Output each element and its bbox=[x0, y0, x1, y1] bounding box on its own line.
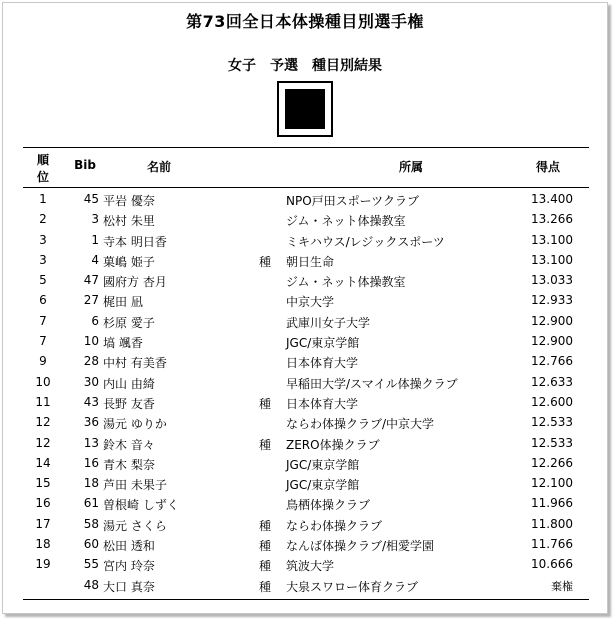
cell-score: 12.100 bbox=[531, 476, 573, 491]
cell-club: ZERO体操クラブ bbox=[286, 437, 380, 452]
cell-club: NPO戸田スポーツクラブ bbox=[286, 194, 420, 208]
cell-bib: 30 bbox=[83, 374, 99, 389]
table-row bbox=[23, 372, 589, 392]
cell-club: 武庫川女子大学 bbox=[286, 315, 371, 330]
cell-bib: 61 bbox=[83, 496, 99, 511]
header-score: 得点 bbox=[535, 160, 560, 174]
cell-club: 鳥栖体操クラブ bbox=[286, 498, 371, 513]
cell-seed-mark: 種 bbox=[259, 539, 272, 554]
cell-bib: 10 bbox=[83, 334, 99, 349]
page-title: 第73回全日本体操種目別選手権 bbox=[186, 12, 424, 31]
page-subtitle: 女子 予選 種目別結果 bbox=[228, 58, 382, 74]
cell-club: 日本体育大学 bbox=[286, 396, 359, 411]
apparatus-icon bbox=[277, 81, 333, 137]
cell-club: ならわ体操クラブ bbox=[286, 518, 383, 533]
cell-bib: 6 bbox=[91, 313, 99, 328]
cell-bib: 36 bbox=[83, 415, 99, 430]
cell-rank: 6 bbox=[39, 293, 47, 308]
cell-rank: 9 bbox=[39, 354, 47, 369]
table-row bbox=[23, 250, 589, 270]
cell-bib: 45 bbox=[83, 192, 99, 206]
cell-rank: 1 bbox=[39, 192, 47, 206]
cell-bib: 60 bbox=[83, 537, 99, 552]
cell-seed-mark: 種 bbox=[259, 579, 272, 594]
cell-bib: 16 bbox=[83, 455, 99, 470]
table-row bbox=[23, 453, 589, 473]
table-row bbox=[23, 514, 589, 534]
cell-name: 杉原 愛子 bbox=[103, 315, 155, 330]
table-row bbox=[23, 209, 589, 229]
cell-score: 13.400 bbox=[531, 192, 573, 206]
cell-club: JGC/東京学館 bbox=[286, 478, 360, 493]
header-rank: 順 位 bbox=[36, 153, 49, 184]
cell-bib: 3 bbox=[91, 212, 99, 227]
cell-score: 11.800 bbox=[531, 516, 573, 531]
table-body bbox=[23, 189, 589, 595]
cell-club: 筑波大学 bbox=[286, 559, 335, 574]
cell-bib: 13 bbox=[83, 435, 99, 450]
cell-club: JGC/東京学館 bbox=[286, 336, 360, 351]
cell-name: 湯元 さくら bbox=[103, 518, 167, 533]
cell-score: 13.266 bbox=[531, 212, 573, 227]
cell-score: 12.933 bbox=[531, 293, 573, 308]
cell-name: 平岩 優奈 bbox=[103, 194, 155, 208]
header-name: 名前 bbox=[147, 160, 172, 174]
cell-bib: 58 bbox=[83, 516, 99, 531]
cell-name: 菓嶋 姫子 bbox=[103, 254, 155, 269]
cell-seed-mark: 種 bbox=[259, 254, 272, 269]
cell-name: 芦田 未果子 bbox=[103, 478, 167, 493]
cell-score: 13.100 bbox=[531, 252, 573, 267]
table-row bbox=[23, 230, 589, 250]
cell-name: 國府方 杏月 bbox=[103, 275, 167, 290]
cell-club: 中京大学 bbox=[286, 295, 335, 310]
results-sheet bbox=[2, 2, 608, 614]
cell-bib: 43 bbox=[83, 394, 99, 409]
cell-club: なんば体操クラブ/相愛学園 bbox=[286, 539, 435, 554]
table-row bbox=[23, 575, 589, 595]
cell-rank: 11 bbox=[35, 394, 51, 409]
table-row bbox=[23, 189, 589, 209]
cell-score: 12.533 bbox=[531, 415, 573, 430]
cell-bib: 48 bbox=[83, 577, 99, 592]
table-row bbox=[23, 351, 589, 371]
header-bib: Bib bbox=[74, 158, 96, 172]
cell-rank: 12 bbox=[35, 415, 51, 430]
cell-rank: 16 bbox=[35, 496, 51, 511]
cell-club: ミキハウス/レジックスポーツ bbox=[286, 234, 445, 249]
cell-club: 日本体育大学 bbox=[286, 356, 359, 371]
cell-rank: 17 bbox=[35, 516, 51, 531]
cell-name: 大口 真奈 bbox=[103, 579, 155, 594]
cell-club: ならわ体操クラブ/中京大学 bbox=[286, 417, 435, 432]
cell-bib: 28 bbox=[83, 354, 99, 369]
cell-rank: 10 bbox=[35, 374, 51, 389]
results-table bbox=[23, 147, 589, 600]
cell-name: 長野 友香 bbox=[103, 396, 155, 411]
cell-score: 12.533 bbox=[531, 435, 573, 450]
cell-score: 棄権 bbox=[551, 579, 573, 593]
table-row bbox=[23, 534, 589, 554]
cell-rank: 3 bbox=[39, 252, 47, 267]
cell-name: 湯元 ゆりか bbox=[103, 417, 167, 432]
cell-name: 内山 由綺 bbox=[103, 376, 155, 391]
cell-club: 大泉スワロー体育クラブ bbox=[286, 579, 419, 594]
cell-score: 12.600 bbox=[531, 394, 573, 409]
cell-bib: 18 bbox=[83, 476, 99, 491]
cell-score: 10.666 bbox=[531, 557, 573, 572]
cell-seed-mark: 種 bbox=[259, 396, 272, 411]
cell-rank: 3 bbox=[39, 232, 47, 247]
cell-club: ジム・ネット体操教室 bbox=[286, 275, 406, 290]
cell-seed-mark: 種 bbox=[259, 559, 272, 574]
table-row bbox=[23, 433, 589, 453]
cell-score: 13.033 bbox=[531, 273, 573, 288]
cell-name: 松田 透和 bbox=[103, 539, 155, 554]
cell-name: 寺本 明日香 bbox=[103, 234, 167, 249]
cell-bib: 4 bbox=[91, 252, 99, 267]
cell-name: 青木 梨奈 bbox=[103, 457, 155, 472]
cell-score: 12.633 bbox=[531, 374, 573, 389]
cell-score: 12.900 bbox=[531, 334, 573, 349]
cell-bib: 27 bbox=[83, 293, 99, 308]
apparatus-icon-fill bbox=[285, 89, 325, 129]
cell-club: JGC/東京学館 bbox=[286, 457, 360, 472]
cell-name: 曽根崎 しずく bbox=[103, 498, 179, 513]
cell-seed-mark: 種 bbox=[259, 437, 272, 452]
table-row bbox=[23, 311, 589, 331]
cell-name: 鈴木 音々 bbox=[103, 437, 155, 452]
cell-score: 13.100 bbox=[531, 232, 573, 247]
cell-rank: 19 bbox=[35, 557, 51, 572]
table-row bbox=[23, 270, 589, 290]
cell-club: 早稲田大学/スマイル体操クラブ bbox=[286, 376, 458, 391]
cell-seed-mark: 種 bbox=[259, 518, 272, 533]
cell-name: 塙 颯香 bbox=[103, 336, 143, 351]
cell-score: 12.766 bbox=[531, 354, 573, 369]
cell-score: 12.900 bbox=[531, 313, 573, 328]
cell-bib: 55 bbox=[83, 557, 99, 572]
cell-name: 梶田 凪 bbox=[103, 295, 143, 310]
cell-rank: 15 bbox=[35, 476, 51, 491]
cell-club: 朝日生命 bbox=[286, 254, 335, 269]
cell-score: 11.766 bbox=[531, 537, 573, 552]
cell-rank: 7 bbox=[39, 334, 47, 349]
header-club: 所属 bbox=[399, 160, 424, 174]
cell-bib: 47 bbox=[83, 273, 99, 288]
cell-club: ジム・ネット体操教室 bbox=[286, 214, 406, 229]
cell-rank: 7 bbox=[39, 313, 47, 328]
table-row bbox=[23, 554, 589, 574]
cell-score: 12.266 bbox=[531, 455, 573, 470]
cell-bib: 1 bbox=[91, 232, 99, 247]
table-row bbox=[23, 331, 589, 351]
cell-name: 中村 有美香 bbox=[103, 356, 167, 371]
table-row bbox=[23, 473, 589, 493]
cell-rank: 2 bbox=[39, 212, 47, 227]
header-divider bbox=[23, 187, 589, 188]
cell-rank: 14 bbox=[35, 455, 51, 470]
cell-rank: 18 bbox=[35, 537, 51, 552]
cell-rank: 12 bbox=[35, 435, 51, 450]
table-row bbox=[23, 493, 589, 513]
table-row bbox=[23, 290, 589, 310]
cell-rank: 5 bbox=[39, 273, 47, 288]
cell-score: 11.966 bbox=[531, 496, 573, 511]
cell-name: 松村 朱里 bbox=[103, 214, 155, 229]
cell-name: 宮内 玲奈 bbox=[103, 559, 155, 574]
table-row bbox=[23, 392, 589, 412]
table-row bbox=[23, 412, 589, 432]
